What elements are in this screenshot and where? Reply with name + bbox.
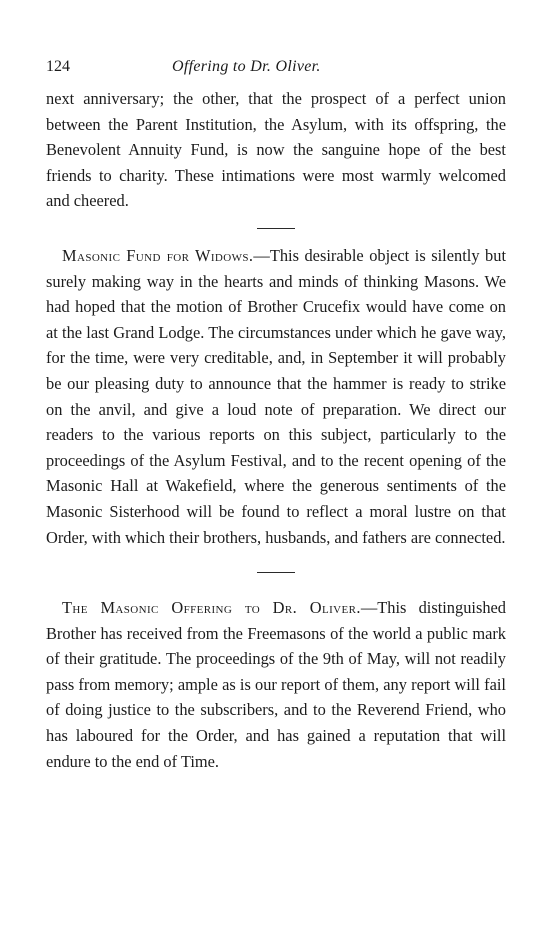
paragraph-text: —This desirable object is silently but surely making way in the hearts and minds of thinking Masons. We had hoped that the motion of Brother Crucefix would have come on at the last Grand Lodge. The circumstances under which he gave way, for the time, were very creditable, and, in September it will probably be our pleasing duty to announce that the hammer is ready to strike on the anvil, and give a loud note of preparation. We direct our readers to the various reports on this subject, particularly to the proceedings of the Asylum Festival, and to the recent opening of the Masonic Hall at Wakefield, where the generous sentiments of the Masonic Sisterhood will be found to reflect a moral lustre on that Order, with which their brothers, husbands, and fathers are connected. [46,245,506,547]
running-title: Offering to Dr. Oliver. [172,58,321,75]
paragraph-text: —This distinguished Brother has received from the Freemasons of the world a public mark of their gratitude. The proceedings of the 9th of May, will not readily pass from memory; ample as is our report of them, any report will fail of doing justice to the subscribers, and to the Reverend Friend, who has laboured for the Order, and has gained a reputation that will endure to the end of Time. [46,598,506,771]
page-header [46,58,506,86]
section-heading: The Masonic Offering to Dr. Oliver. [62,598,361,618]
section-heading: Masonic Fund for Widows. [62,245,254,265]
paragraph-widows-fund [46,243,506,550]
book-page [46,58,506,774]
paragraph-continuation [46,86,506,214]
paragraph-offering [46,595,506,774]
page-number: 124 [46,58,70,75]
section-divider [257,572,295,573]
paragraph-text: next anniversary; the other, that the prospect of a perfect union between the Parent Institution, the Asylum, with its offspring, the Benevolent Annuity Fund, is now the sanguine hope of the best friends to charity. These intimations were most warmly welcomed and cheered. [46,89,506,211]
section-divider [257,228,295,229]
